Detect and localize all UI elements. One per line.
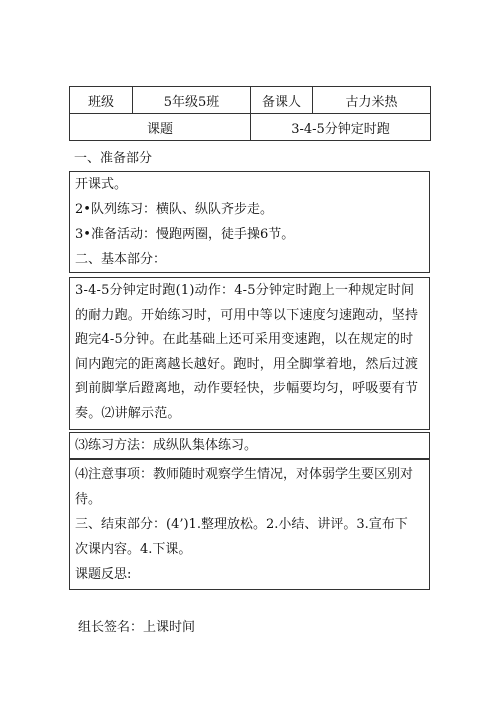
signature-line: 组长签名：上课时间 — [78, 620, 196, 635]
class-label: 班级 — [70, 87, 133, 114]
prep-item-1: 开课式。 — [75, 177, 128, 192]
notes-line-1: ⑷注意事项：教师随时观察学生情况，对体弱学生要区别对 — [75, 467, 414, 482]
topic-value: 3-4-5分钟定时跑 — [251, 114, 431, 141]
basic-line-4: 间内跑完的距离越长越好。跑时，用全脚掌着地，然后过渡 — [75, 356, 419, 372]
practice-method: ⑶练习方法：成纵队集体练习。 — [69, 432, 430, 459]
closing-line-2: 次课内容。4.下课。 — [75, 542, 192, 557]
prep-item-3: 3•准备活动：慢跑两圈，徒手操6节。 — [75, 227, 295, 242]
basic-line-1: 3-4-5分钟定时跑(1)动作：4-5分钟定时跑上一种规定时间 — [75, 283, 415, 298]
section-basic-paragraph — [69, 277, 430, 430]
closing-line-1: 三、结束部分：(4’)1.整理放松。2.小结、讲评。3.宣布下 — [75, 517, 408, 532]
notes-and-closing — [69, 459, 430, 590]
header-row-class — [70, 87, 431, 114]
lesson-header-table — [69, 86, 431, 141]
reflection-label: 课题反思: — [75, 567, 132, 582]
header-row-topic — [70, 114, 431, 141]
teacher-label: 备课人 — [251, 87, 313, 114]
notes-line-2: 待。 — [75, 492, 102, 507]
basic-line-2: 的耐力跑。开始练习时，可用中等以下速度匀速跑动，坚持 — [75, 307, 419, 323]
teacher-value: 古力米热 — [313, 87, 431, 114]
class-value: 5年级5班 — [133, 87, 251, 114]
prep-item-2: 2•队列练习：横队、纵队齐步走。 — [75, 202, 273, 217]
topic-label: 课题 — [70, 114, 251, 141]
basic-line-3: 跑完4-5分钟。在此基础上还可采用变速跑，以在规定的时 — [75, 332, 414, 347]
section-basic-title: 二、基本部分： — [75, 252, 167, 267]
section-preparation-box — [69, 171, 430, 273]
section-preparation-title: 一、准备部分 — [74, 151, 153, 166]
basic-line-6: 奏。⑵讲解示范。 — [75, 405, 181, 421]
basic-line-5: 到前脚掌后蹬离地，动作要轻快，步幅要均匀，呼吸要有节 — [75, 381, 419, 396]
